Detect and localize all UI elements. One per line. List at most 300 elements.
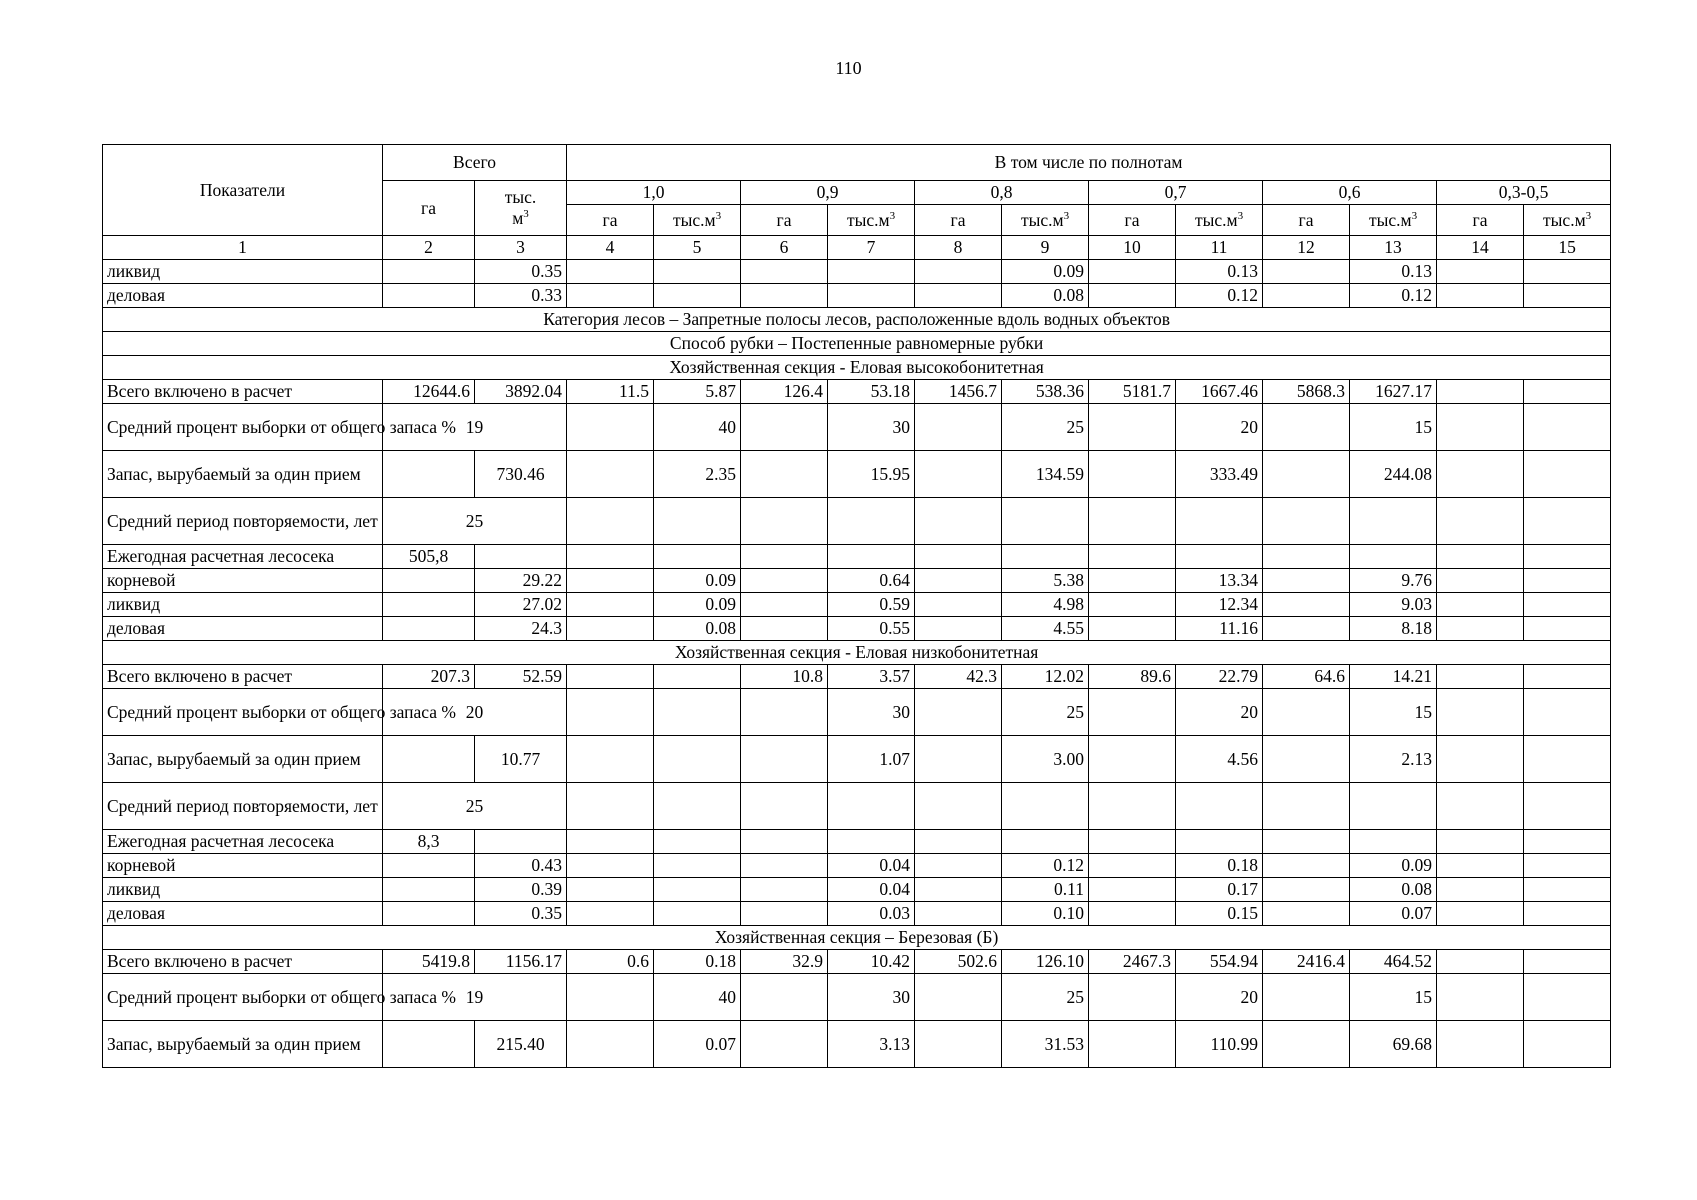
table-cell: 0.08 [1350, 878, 1437, 902]
table-cell [1524, 380, 1611, 404]
table-cell [1350, 498, 1437, 545]
table-cell [1263, 260, 1350, 284]
table-cell [741, 593, 828, 617]
unit-text: тыс.м [1543, 209, 1586, 230]
table-cell [828, 783, 915, 830]
header-density-6: 0,3-0,5 [1437, 181, 1611, 205]
section-row [103, 332, 1611, 356]
table-cell: 5.38 [1002, 569, 1089, 593]
header-density-5: 0,6 [1263, 181, 1437, 205]
row-label: корневой [103, 569, 383, 593]
table-cell [1089, 617, 1176, 641]
unit-superscript: 3 [1411, 209, 1418, 222]
unit-superscript: 3 [1237, 209, 1244, 222]
table-cell-total: 215.40 [475, 1021, 567, 1068]
table-cell [567, 545, 654, 569]
table-row [103, 689, 1611, 736]
table-cell [1524, 736, 1611, 783]
table-cell: 9.03 [1350, 593, 1437, 617]
table-cell: 0.43 [475, 854, 567, 878]
table-cell [915, 260, 1002, 284]
table-cell: 0.07 [654, 1021, 741, 1068]
table-cell: 15.95 [828, 451, 915, 498]
table-cell [915, 783, 1002, 830]
table-cell [1437, 593, 1524, 617]
header-unit-ha: га [567, 205, 654, 236]
column-number: 2 [383, 236, 475, 260]
header-density-2: 0,9 [741, 181, 915, 205]
table-cell [654, 902, 741, 926]
table-cell [1089, 854, 1176, 878]
header-unit-ha: га [1089, 205, 1176, 236]
table-row [103, 736, 1611, 783]
table-cell: 1456.7 [915, 380, 1002, 404]
table-cell: 42.3 [915, 665, 1002, 689]
column-number: 1 [103, 236, 383, 260]
table-cell: 25 [1002, 974, 1089, 1021]
row-label: Ежегодная расчетная лесосека [103, 830, 383, 854]
table-cell [1437, 1021, 1524, 1068]
table-cell [1437, 902, 1524, 926]
table-cell [1524, 617, 1611, 641]
table-row [103, 783, 1611, 830]
table-cell: 89.6 [1089, 665, 1176, 689]
table-cell [1089, 878, 1176, 902]
unit-superscript: 3 [889, 209, 896, 222]
table-cell [567, 451, 654, 498]
table-cell: 502.6 [915, 950, 1002, 974]
table-cell [1524, 950, 1611, 974]
table-cell: 20 [1176, 404, 1263, 451]
section-title: Способ рубки – Постепенные равномерные рубки [103, 332, 1611, 356]
table-cell [828, 545, 915, 569]
table-cell [1524, 783, 1611, 830]
table-cell [915, 830, 1002, 854]
table-cell [1524, 830, 1611, 854]
header-unit-thous-m3 [1176, 205, 1263, 236]
table-cell: 4.98 [1002, 593, 1089, 617]
row-label: Средний процент выборки от общего запаса % [103, 974, 383, 1021]
table-cell [1176, 783, 1263, 830]
header-unit-ha: га [915, 205, 1002, 236]
header-unit-ha: га [1437, 205, 1524, 236]
table-cell [741, 498, 828, 545]
table-cell: 244.08 [1350, 451, 1437, 498]
table-cell [567, 404, 654, 451]
table-cell: 134.59 [1002, 451, 1089, 498]
table-cell [1089, 783, 1176, 830]
table-cell [383, 1021, 475, 1068]
table-cell-total: 730.46 [475, 451, 567, 498]
table-cell [1176, 498, 1263, 545]
table-cell [1263, 569, 1350, 593]
table-cell-total: 8,3 [383, 830, 475, 854]
table-cell [828, 260, 915, 284]
table-row [103, 545, 1611, 569]
table-cell: 2416.4 [1263, 950, 1350, 974]
table-cell [741, 878, 828, 902]
table-row [103, 902, 1611, 926]
table-cell [915, 498, 1002, 545]
header-total-thous-m3: тыс. $м^3$ [475, 181, 567, 236]
table-cell: 0.64 [828, 569, 915, 593]
table-cell [1263, 617, 1350, 641]
table-cell [1437, 284, 1524, 308]
table-cell [1263, 878, 1350, 902]
table-cell: 14.21 [1350, 665, 1437, 689]
table-cell: 0.35 [475, 260, 567, 284]
table-cell: 0.08 [1002, 284, 1089, 308]
table-cell [1437, 617, 1524, 641]
table-cell: 0.09 [654, 593, 741, 617]
table-cell [1524, 498, 1611, 545]
table-cell: 64.6 [1263, 665, 1350, 689]
table-cell [1002, 545, 1089, 569]
table-cell [1263, 830, 1350, 854]
table-cell [1524, 569, 1611, 593]
table-cell [1002, 498, 1089, 545]
table-cell: 3.13 [828, 1021, 915, 1068]
table-cell: 30 [828, 689, 915, 736]
table-cell [915, 617, 1002, 641]
table-row [103, 593, 1611, 617]
table-cell [1437, 404, 1524, 451]
table-row [103, 617, 1611, 641]
table-cell: 3892.04 [475, 380, 567, 404]
row-label: Средний процент выборки от общего запаса % [103, 404, 383, 451]
table-cell [567, 569, 654, 593]
section-title: Хозяйственная секция - Еловая низкобонитетная [103, 641, 1611, 665]
table-cell: 0.33 [475, 284, 567, 308]
column-number: 6 [741, 236, 828, 260]
column-number: 10 [1089, 236, 1176, 260]
table-cell [1524, 260, 1611, 284]
table-cell-total: 19 [383, 974, 567, 1021]
table-cell [1524, 284, 1611, 308]
table-cell: 0.12 [1176, 284, 1263, 308]
column-number: 15 [1524, 236, 1611, 260]
table-cell [1263, 593, 1350, 617]
row-label: ликвид [103, 593, 383, 617]
table-cell [1176, 545, 1263, 569]
table-cell [1524, 974, 1611, 1021]
column-number: 9 [1002, 236, 1089, 260]
table-cell [567, 854, 654, 878]
table-cell [741, 854, 828, 878]
table-cell [383, 878, 475, 902]
table-cell: 30 [828, 404, 915, 451]
table-cell [1437, 545, 1524, 569]
table-cell: 1667.46 [1176, 380, 1263, 404]
table-row [103, 404, 1611, 451]
table-row [103, 284, 1611, 308]
table-row [103, 498, 1611, 545]
table-cell [383, 736, 475, 783]
table-cell: 25 [1002, 404, 1089, 451]
table-cell [1524, 878, 1611, 902]
header-unit-thous-m3 [654, 205, 741, 236]
table-cell: 207.3 [383, 665, 475, 689]
table-cell [1350, 830, 1437, 854]
table-cell [1089, 736, 1176, 783]
table-cell: 2467.3 [1089, 950, 1176, 974]
table-cell [915, 854, 1002, 878]
forest-cutting-table [102, 144, 1611, 1068]
table-cell [567, 498, 654, 545]
table-cell: 5868.3 [1263, 380, 1350, 404]
table-cell: 3.00 [1002, 736, 1089, 783]
table-cell [1437, 689, 1524, 736]
table-cell [1263, 854, 1350, 878]
table-cell [1524, 404, 1611, 451]
table-cell: 22.79 [1176, 665, 1263, 689]
section-row [103, 926, 1611, 950]
table-cell: 126.10 [1002, 950, 1089, 974]
section-row [103, 641, 1611, 665]
table-cell: 110.99 [1176, 1021, 1263, 1068]
row-label: деловая [103, 617, 383, 641]
table-cell [567, 736, 654, 783]
table-cell [567, 665, 654, 689]
table-cell [1176, 830, 1263, 854]
table-cell [654, 854, 741, 878]
table-row [103, 878, 1611, 902]
table-row [103, 665, 1611, 689]
table-cell [1263, 736, 1350, 783]
table-cell [915, 569, 1002, 593]
table-cell [1263, 1021, 1350, 1068]
table-cell [915, 284, 1002, 308]
unit-superscript: 3 [1063, 209, 1070, 222]
table-cell: 538.36 [1002, 380, 1089, 404]
table-cell-total: 505,8 [383, 545, 475, 569]
table-row [103, 380, 1611, 404]
table-cell: 25 [1002, 689, 1089, 736]
row-label: ликвид [103, 878, 383, 902]
table-cell: 0.03 [828, 902, 915, 926]
table-cell [1437, 260, 1524, 284]
section-row [103, 308, 1611, 332]
table-cell [915, 451, 1002, 498]
table-cell [1263, 284, 1350, 308]
header-unit-ha: га [1263, 205, 1350, 236]
table-cell [741, 451, 828, 498]
table-cell: 0.35 [475, 902, 567, 926]
table-cell: 0.6 [567, 950, 654, 974]
table-cell: 0.04 [828, 854, 915, 878]
header-unit-thous-m3 [1002, 205, 1089, 236]
table-cell: 9.76 [1350, 569, 1437, 593]
table-cell [1437, 854, 1524, 878]
table-cell: 4.55 [1002, 617, 1089, 641]
table-cell [915, 736, 1002, 783]
table-cell: 0.07 [1350, 902, 1437, 926]
table-row [103, 451, 1611, 498]
section-title: Хозяйственная секция – Березовая (Б) [103, 926, 1611, 950]
table-cell [828, 284, 915, 308]
table-cell [1524, 902, 1611, 926]
table-cell: 13.34 [1176, 569, 1263, 593]
table-cell-total: 25 [383, 783, 567, 830]
column-number: 3 [475, 236, 567, 260]
unit-superscript: 3 [715, 209, 722, 222]
table-cell: 0.04 [828, 878, 915, 902]
table-cell: 0.09 [1350, 854, 1437, 878]
table-cell [654, 783, 741, 830]
column-number: 11 [1176, 236, 1263, 260]
header-unit-thous-m3 [1524, 205, 1611, 236]
table-cell: 27.02 [475, 593, 567, 617]
table-cell: 0.18 [1176, 854, 1263, 878]
table-cell [1437, 665, 1524, 689]
table-cell [741, 830, 828, 854]
header-unit-ha: га [741, 205, 828, 236]
table-cell [741, 689, 828, 736]
column-number: 5 [654, 236, 741, 260]
table-cell [1002, 783, 1089, 830]
table-cell [1437, 569, 1524, 593]
table-cell: 0.13 [1350, 260, 1437, 284]
unit-text: тыс.м [1368, 209, 1412, 230]
table-cell: 5419.8 [383, 950, 475, 974]
table-cell [475, 830, 567, 854]
table-cell: 15 [1350, 974, 1437, 1021]
table-cell: 1.07 [828, 736, 915, 783]
row-label: Средний период повторяемости, лет [103, 783, 383, 830]
table-cell [567, 830, 654, 854]
table-cell [1089, 1021, 1176, 1068]
table-cell [1437, 451, 1524, 498]
table-cell: 15 [1350, 404, 1437, 451]
table-cell [828, 498, 915, 545]
table-cell: 0.55 [828, 617, 915, 641]
table-cell [1002, 830, 1089, 854]
unit-text: тыс.м [672, 209, 716, 230]
row-label: корневой [103, 854, 383, 878]
row-label: Запас, вырубаемый за один прием [103, 451, 383, 498]
table-row [103, 854, 1611, 878]
table-cell [1089, 404, 1176, 451]
row-label: деловая [103, 284, 383, 308]
row-label: Запас, вырубаемый за один прием [103, 1021, 383, 1068]
table-cell [1263, 974, 1350, 1021]
table-cell [654, 830, 741, 854]
table-cell [741, 284, 828, 308]
table-cell: 4.56 [1176, 736, 1263, 783]
table-cell [915, 878, 1002, 902]
column-number: 12 [1263, 236, 1350, 260]
table-cell [1350, 545, 1437, 569]
table-cell [741, 260, 828, 284]
table-cell [567, 617, 654, 641]
table-cell [1350, 783, 1437, 830]
table-cell: 20 [1176, 689, 1263, 736]
table-cell [1089, 260, 1176, 284]
table-cell [1263, 783, 1350, 830]
table-cell [1524, 545, 1611, 569]
table-cell [828, 830, 915, 854]
table-cell [654, 498, 741, 545]
table-cell: 5.87 [654, 380, 741, 404]
column-number: 13 [1350, 236, 1437, 260]
table-cell [383, 284, 475, 308]
table-cell: 69.68 [1350, 1021, 1437, 1068]
table-row [103, 1021, 1611, 1068]
table-cell [1524, 1021, 1611, 1068]
table-cell [383, 617, 475, 641]
table-cell [1437, 783, 1524, 830]
table-cell [1263, 902, 1350, 926]
table-cell [1089, 974, 1176, 1021]
section-row [103, 356, 1611, 380]
section-title: Хозяйственная секция - Еловая высокобонитетная [103, 356, 1611, 380]
header-total: Всего [383, 145, 567, 181]
table-cell: 0.39 [475, 878, 567, 902]
table-cell [383, 260, 475, 284]
table-cell [1089, 830, 1176, 854]
table-row [103, 260, 1611, 284]
table-row [103, 950, 1611, 974]
table-cell: 0.08 [654, 617, 741, 641]
table-cell [1089, 498, 1176, 545]
table-cell [383, 902, 475, 926]
table-cell: 24.3 [475, 617, 567, 641]
table-cell [567, 902, 654, 926]
table-cell [475, 545, 567, 569]
header-indicators: Показатели [103, 145, 383, 236]
row-label: ликвид [103, 260, 383, 284]
table-cell [654, 689, 741, 736]
table-cell [741, 1021, 828, 1068]
row-label: Средний период повторяемости, лет [103, 498, 383, 545]
table-cell-total: 10.77 [475, 736, 567, 783]
table-cell [915, 404, 1002, 451]
header-by-density: В том числе по полнотам [567, 145, 1611, 181]
table-cell-total: 19 [383, 404, 567, 451]
row-label: Всего включено в расчет [103, 665, 383, 689]
table-cell: 0.15 [1176, 902, 1263, 926]
table-cell [567, 593, 654, 617]
table-cell [1089, 284, 1176, 308]
table-cell [1437, 736, 1524, 783]
table-cell [567, 284, 654, 308]
table-cell: 12.34 [1176, 593, 1263, 617]
table-row [103, 830, 1611, 854]
header-density-1: 1,0 [567, 181, 741, 205]
row-label: Средний процент выборки от общего запаса % [103, 689, 383, 736]
header-density-3: 0,8 [915, 181, 1089, 205]
table-cell: 1627.17 [1350, 380, 1437, 404]
table-cell [1437, 974, 1524, 1021]
table-cell [383, 569, 475, 593]
table-cell: 5181.7 [1089, 380, 1176, 404]
table-cell: 53.18 [828, 380, 915, 404]
table-cell [654, 284, 741, 308]
table-cell: 10.42 [828, 950, 915, 974]
table-cell-total: 20 [383, 689, 567, 736]
table-cell: 333.49 [1176, 451, 1263, 498]
table-cell [383, 593, 475, 617]
table-cell: 0.09 [654, 569, 741, 593]
table-cell: 0.17 [1176, 878, 1263, 902]
table-cell: 0.59 [828, 593, 915, 617]
header-total-ha: га [383, 181, 475, 236]
table-cell [741, 736, 828, 783]
table-cell [915, 1021, 1002, 1068]
table-cell: 12644.6 [383, 380, 475, 404]
table-row [103, 974, 1611, 1021]
table-cell [1437, 950, 1524, 974]
